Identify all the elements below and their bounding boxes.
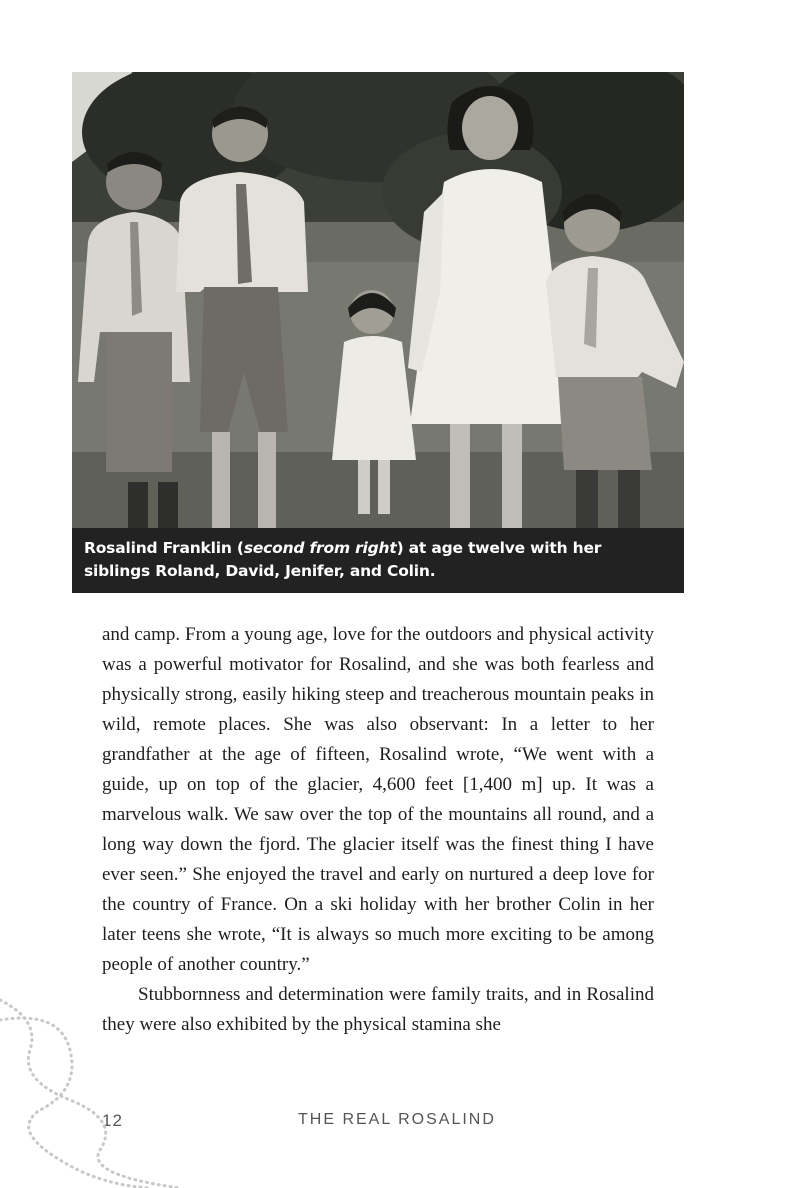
caption-text: Rosalind Franklin ( [84, 539, 244, 557]
running-head: THE REAL ROSALIND [298, 1111, 496, 1128]
caption-text-rest: ) at age twelve with her siblings Roland, David, Jenifer, and Colin. [84, 539, 602, 580]
body-text [102, 620, 654, 1040]
photo-caption [72, 528, 684, 593]
dna-helix-dots-icon [0, 990, 200, 1188]
family-photo [72, 72, 684, 528]
caption-emphasis: second from right [243, 539, 397, 557]
page-number: 12 [102, 1111, 123, 1130]
paragraph: and camp. From a young age, love for the outdoors and physical activity was a powerful motivator for Rosalind, and she was both fearless and physically strong, easily hiking steep and treacherous mountain peaks in wild, remote places. She was also observant: In a letter to her grandfather at the age of fifteen, Rosalind wrote, “We went with a guide, up on top of the glacier, 4,600 feet [1,400 m] up. It was a marvelous walk. We saw over the top of the mountains all round, and a long way down the fjord. The glacier itself was the finest thing I have ever seen.” She enjoyed the travel and early on nurtured a deep love for the country of France. On a ski holiday with her brother Colin in her later teens she wrote, “It is always so much more exciting to be among people of another country.” [102, 624, 654, 975]
paragraph: Stubbornness and determination were family traits, and in Rosalind they were also exhibited by the physical stamina she [102, 984, 654, 1035]
